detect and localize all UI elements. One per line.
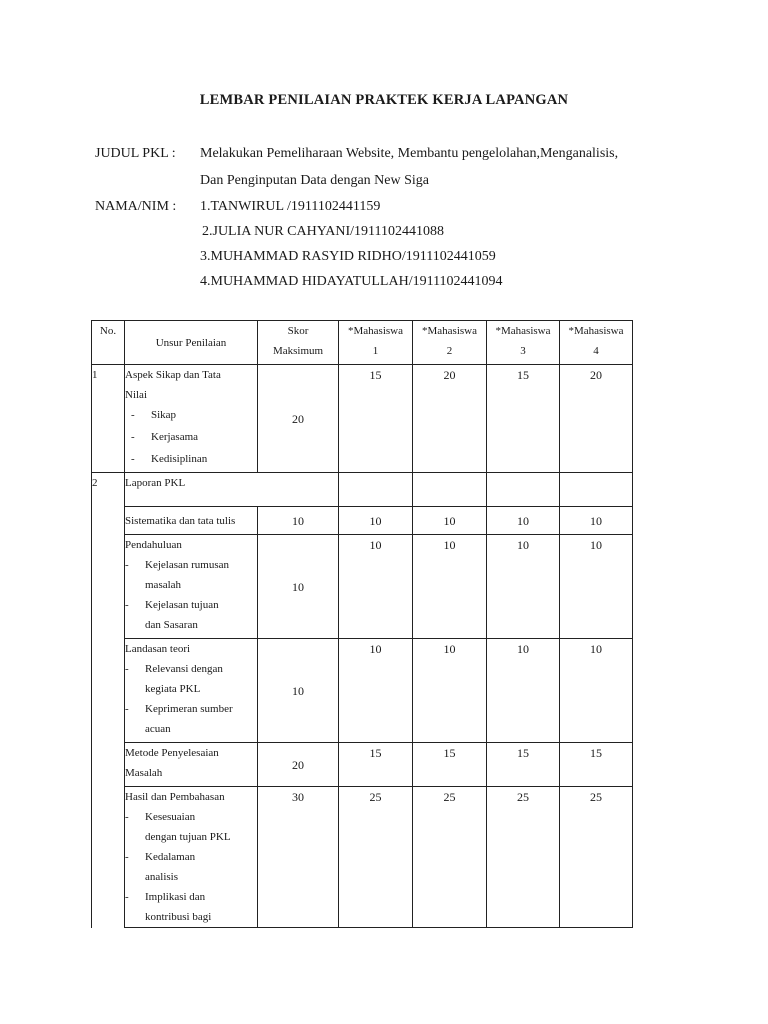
header-no: No.: [92, 321, 125, 365]
score-cell: 25: [413, 787, 487, 928]
row-max: 10: [258, 507, 339, 535]
row-unsur: Pendahuluan - Kejelasan rumusan masalah - Kejelasan tujuan dan Sasaran: [125, 535, 258, 639]
score-cell: 10: [339, 535, 413, 639]
score-cell: [339, 473, 413, 507]
table-row: [92, 507, 633, 535]
score-cell: 10: [487, 507, 560, 535]
table-row: [92, 365, 633, 473]
score-cell: 10: [560, 535, 633, 639]
score-cell: 25: [487, 787, 560, 928]
header-mahasiswa-2: *Mahasiswa 2: [413, 321, 487, 365]
score-cell: 15: [339, 365, 413, 473]
score-cell: 15: [487, 365, 560, 473]
score-cell: 10: [560, 507, 633, 535]
score-cell: 20: [560, 365, 633, 473]
header-skor: Skor Maksimum: [258, 321, 339, 365]
row-no: 2: [92, 473, 125, 928]
student-3: 3.MUHAMMAD RASYID RIDHO/1911102441059: [200, 249, 496, 264]
judul-line-1: Melakukan Pemeliharaan Website, Membantu pengelolahan,Menganalisis,: [200, 146, 619, 161]
table-header-row: [92, 321, 633, 365]
score-cell: [487, 473, 560, 507]
header-mahasiswa-3: *Mahasiswa 3: [487, 321, 560, 365]
row-max: 20: [258, 743, 339, 787]
score-cell: [413, 473, 487, 507]
row-unsur: Metode Penyelesaian Masalah: [125, 743, 258, 787]
nama-label: NAMA/NIM :: [95, 199, 177, 214]
score-cell: 10: [560, 639, 633, 743]
judul-label: JUDUL PKL :: [95, 146, 176, 161]
header-unsur: Unsur Penilaian: [125, 321, 258, 365]
student-2: 2.JULIA NUR CAHYANI/1911102441088: [202, 224, 445, 239]
row-unsur: Sistematika dan tata tulis: [125, 507, 258, 535]
header-mahasiswa-1: *Mahasiswa 1: [339, 321, 413, 365]
score-cell: 25: [560, 787, 633, 928]
table-row: [92, 535, 633, 639]
score-cell: 10: [339, 507, 413, 535]
judul-line-2: Dan Penginputan Data dengan New Siga: [200, 173, 429, 188]
table-row: [92, 639, 633, 743]
score-cell: 15: [339, 743, 413, 787]
score-cell: 10: [413, 639, 487, 743]
student-4: 4.MUHAMMAD HIDAYATULLAH/1911102441094: [200, 274, 503, 289]
score-cell: [560, 473, 633, 507]
assessment-table: [91, 320, 633, 928]
row-no: 1: [92, 365, 125, 473]
score-cell: 10: [487, 639, 560, 743]
score-cell: 10: [339, 639, 413, 743]
header-mahasiswa-4: *Mahasiswa 4: [560, 321, 633, 365]
row-max: 10: [258, 639, 339, 743]
document-title: LEMBAR PENILAIAN PRAKTEK KERJA LAPANGAN: [199, 92, 569, 108]
score-cell: 15: [487, 743, 560, 787]
row-unsur: Hasil dan Pembahasan - Kesesuaian dengan tujuan PKL - Kedalaman analisis - Implikasi dan kontribusi bagi: [125, 787, 258, 928]
student-1: 1.TANWIRUL /1911102441159: [200, 199, 381, 214]
score-cell: 25: [339, 787, 413, 928]
score-cell: 15: [560, 743, 633, 787]
score-cell: 10: [487, 535, 560, 639]
table-row: [92, 743, 633, 787]
row-unsur: Aspek Sikap dan Tata Nilai - Sikap - Kerjasama - Kedisiplinan: [125, 365, 258, 473]
score-cell: 10: [413, 535, 487, 639]
row-unsur: Landasan teori - Relevansi dengan kegiata PKL - Keprimeran sumber acuan: [125, 639, 258, 743]
table-row: [92, 473, 633, 507]
row-max: 10: [258, 535, 339, 639]
row-max: 30: [258, 787, 339, 928]
score-cell: 15: [413, 743, 487, 787]
score-cell: 20: [413, 365, 487, 473]
score-cell: 10: [413, 507, 487, 535]
row-max: 20: [258, 365, 339, 473]
table-row: [92, 787, 633, 928]
row-unsur: Laporan PKL: [125, 473, 339, 507]
